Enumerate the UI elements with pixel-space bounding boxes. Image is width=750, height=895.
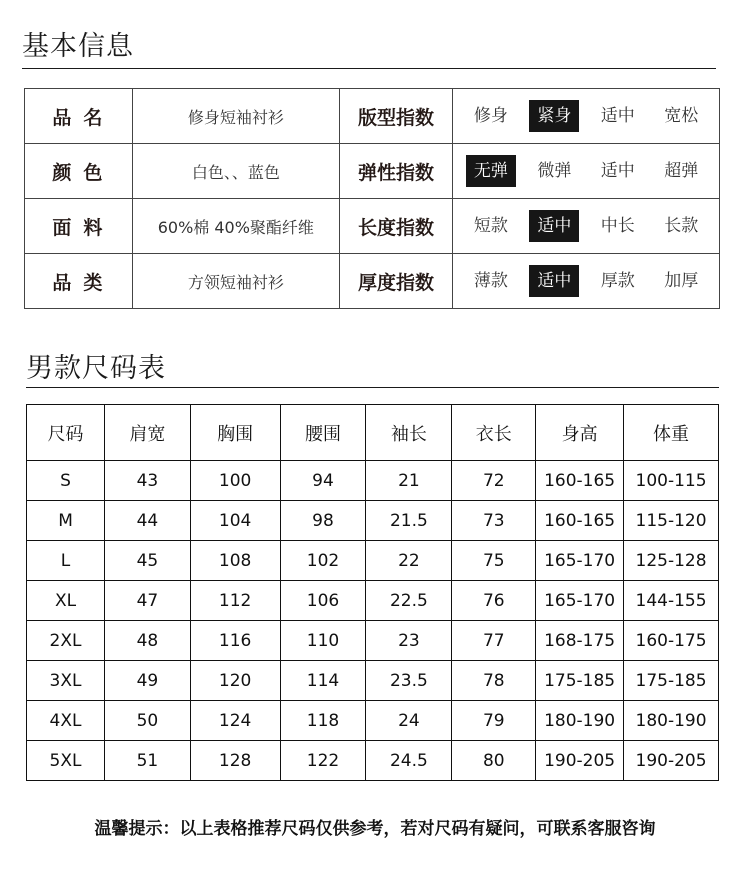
size-cell: 175-185 [624, 661, 719, 701]
size-cell: 78 [452, 661, 536, 701]
basic-info-table [24, 88, 720, 309]
size-cell: S [27, 461, 105, 501]
size-cell: 22 [366, 541, 452, 581]
size-cell: 5XL [27, 741, 105, 781]
size-cell: 114 [280, 661, 366, 701]
size-cell: 23.5 [366, 661, 452, 701]
column-header: 腰围 [280, 405, 366, 461]
size-cell: 23 [366, 621, 452, 661]
index-option: 长款 [664, 216, 699, 236]
index-label: 长度指数 [339, 199, 452, 254]
size-cell: 104 [190, 501, 280, 541]
index-label: 厚度指数 [339, 254, 452, 309]
index-label: 版型指数 [339, 89, 452, 144]
index-options [453, 254, 720, 309]
index-option-selected: 适中 [529, 265, 579, 297]
size-cell: 108 [190, 541, 280, 581]
info-row [25, 254, 720, 309]
basic-info-title: 基本信息 [22, 31, 134, 62]
size-row [27, 701, 719, 741]
index-options [453, 199, 720, 254]
column-header: 衣长 [452, 405, 536, 461]
column-header: 身高 [536, 405, 624, 461]
size-cell: 50 [105, 701, 191, 741]
size-cell: 80 [452, 741, 536, 781]
size-cell: 116 [190, 621, 280, 661]
column-header: 尺码 [27, 405, 105, 461]
index-options [453, 144, 720, 199]
size-cell: 72 [452, 461, 536, 501]
size-cell: 73 [452, 501, 536, 541]
size-cell: 160-165 [536, 501, 624, 541]
index-option: 适中 [600, 106, 635, 126]
index-option: 短款 [473, 216, 508, 236]
index-option-selected: 紧身 [529, 100, 579, 132]
info-row [25, 199, 720, 254]
size-cell: 21.5 [366, 501, 452, 541]
info-label: 面料 [25, 199, 133, 254]
index-option: 薄款 [473, 271, 508, 291]
size-cell: 165-170 [536, 581, 624, 621]
index-option: 适中 [600, 161, 635, 181]
size-cell: 4XL [27, 701, 105, 741]
size-cell: M [27, 501, 105, 541]
size-row [27, 501, 719, 541]
column-header: 胸围 [190, 405, 280, 461]
column-header: 体重 [624, 405, 719, 461]
size-row [27, 461, 719, 501]
size-cell: 110 [280, 621, 366, 661]
info-row [25, 144, 720, 199]
size-cell: 79 [452, 701, 536, 741]
size-cell: 102 [280, 541, 366, 581]
size-cell: 190-205 [624, 741, 719, 781]
size-header-row [27, 405, 719, 461]
size-cell: 128 [190, 741, 280, 781]
size-row [27, 541, 719, 581]
size-cell: 125-128 [624, 541, 719, 581]
info-label: 颜色 [25, 144, 133, 199]
size-chart-table [26, 404, 719, 781]
index-option: 中长 [600, 216, 635, 236]
column-header: 袖长 [366, 405, 452, 461]
size-cell: 144-155 [624, 581, 719, 621]
size-cell: 165-170 [536, 541, 624, 581]
size-cell: 24 [366, 701, 452, 741]
index-option-selected: 适中 [529, 210, 579, 242]
index-option-selected: 无弹 [466, 155, 516, 187]
size-row [27, 581, 719, 621]
size-cell: 106 [280, 581, 366, 621]
index-option: 加厚 [664, 271, 699, 291]
size-row [27, 741, 719, 781]
size-cell: 47 [105, 581, 191, 621]
info-value: 60%棉 40%聚酯纤维 [132, 199, 339, 254]
size-chart-title: 男款尺码表 [26, 353, 166, 384]
size-cell: 168-175 [536, 621, 624, 661]
size-cell: 48 [105, 621, 191, 661]
size-cell: 100-115 [624, 461, 719, 501]
size-cell: L [27, 541, 105, 581]
size-cell: 45 [105, 541, 191, 581]
index-option: 宽松 [664, 106, 699, 126]
size-cell: 22.5 [366, 581, 452, 621]
size-tip: 温馨提示：以上表格推荐尺码仅供参考，若对尺码有疑问，可联系客服咨询 [94, 819, 656, 839]
info-value: 修身短袖衬衫 [132, 89, 339, 144]
size-cell: 3XL [27, 661, 105, 701]
size-row [27, 661, 719, 701]
size-cell: 190-205 [536, 741, 624, 781]
size-cell: 122 [280, 741, 366, 781]
size-cell: 98 [280, 501, 366, 541]
size-cell: 124 [190, 701, 280, 741]
size-cell: 21 [366, 461, 452, 501]
size-cell: 76 [452, 581, 536, 621]
index-option: 超弹 [664, 161, 699, 181]
size-cell: 180-190 [536, 701, 624, 741]
info-value: 白色、、蓝色 [132, 144, 339, 199]
size-cell: 44 [105, 501, 191, 541]
size-cell: 77 [452, 621, 536, 661]
size-cell: XL [27, 581, 105, 621]
size-cell: 100 [190, 461, 280, 501]
size-cell: 94 [280, 461, 366, 501]
size-cell: 180-190 [624, 701, 719, 741]
size-cell: 160-175 [624, 621, 719, 661]
index-option: 修身 [473, 106, 508, 126]
info-label: 品类 [25, 254, 133, 309]
size-cell: 112 [190, 581, 280, 621]
size-cell: 49 [105, 661, 191, 701]
size-cell: 43 [105, 461, 191, 501]
size-cell: 24.5 [366, 741, 452, 781]
info-row [25, 89, 720, 144]
index-options [453, 89, 720, 144]
index-option: 微弹 [537, 161, 572, 181]
size-cell: 75 [452, 541, 536, 581]
index-label: 弹性指数 [339, 144, 452, 199]
info-value: 方领短袖衬衫 [132, 254, 339, 309]
size-cell: 175-185 [536, 661, 624, 701]
size-cell: 2XL [27, 621, 105, 661]
size-chart-divider [26, 387, 719, 388]
info-label: 品名 [25, 89, 133, 144]
size-cell: 118 [280, 701, 366, 741]
size-cell: 51 [105, 741, 191, 781]
size-row [27, 621, 719, 661]
column-header: 肩宽 [105, 405, 191, 461]
index-option: 厚款 [600, 271, 635, 291]
size-cell: 115-120 [624, 501, 719, 541]
size-cell: 120 [190, 661, 280, 701]
size-cell: 160-165 [536, 461, 624, 501]
basic-info-divider [22, 68, 716, 69]
